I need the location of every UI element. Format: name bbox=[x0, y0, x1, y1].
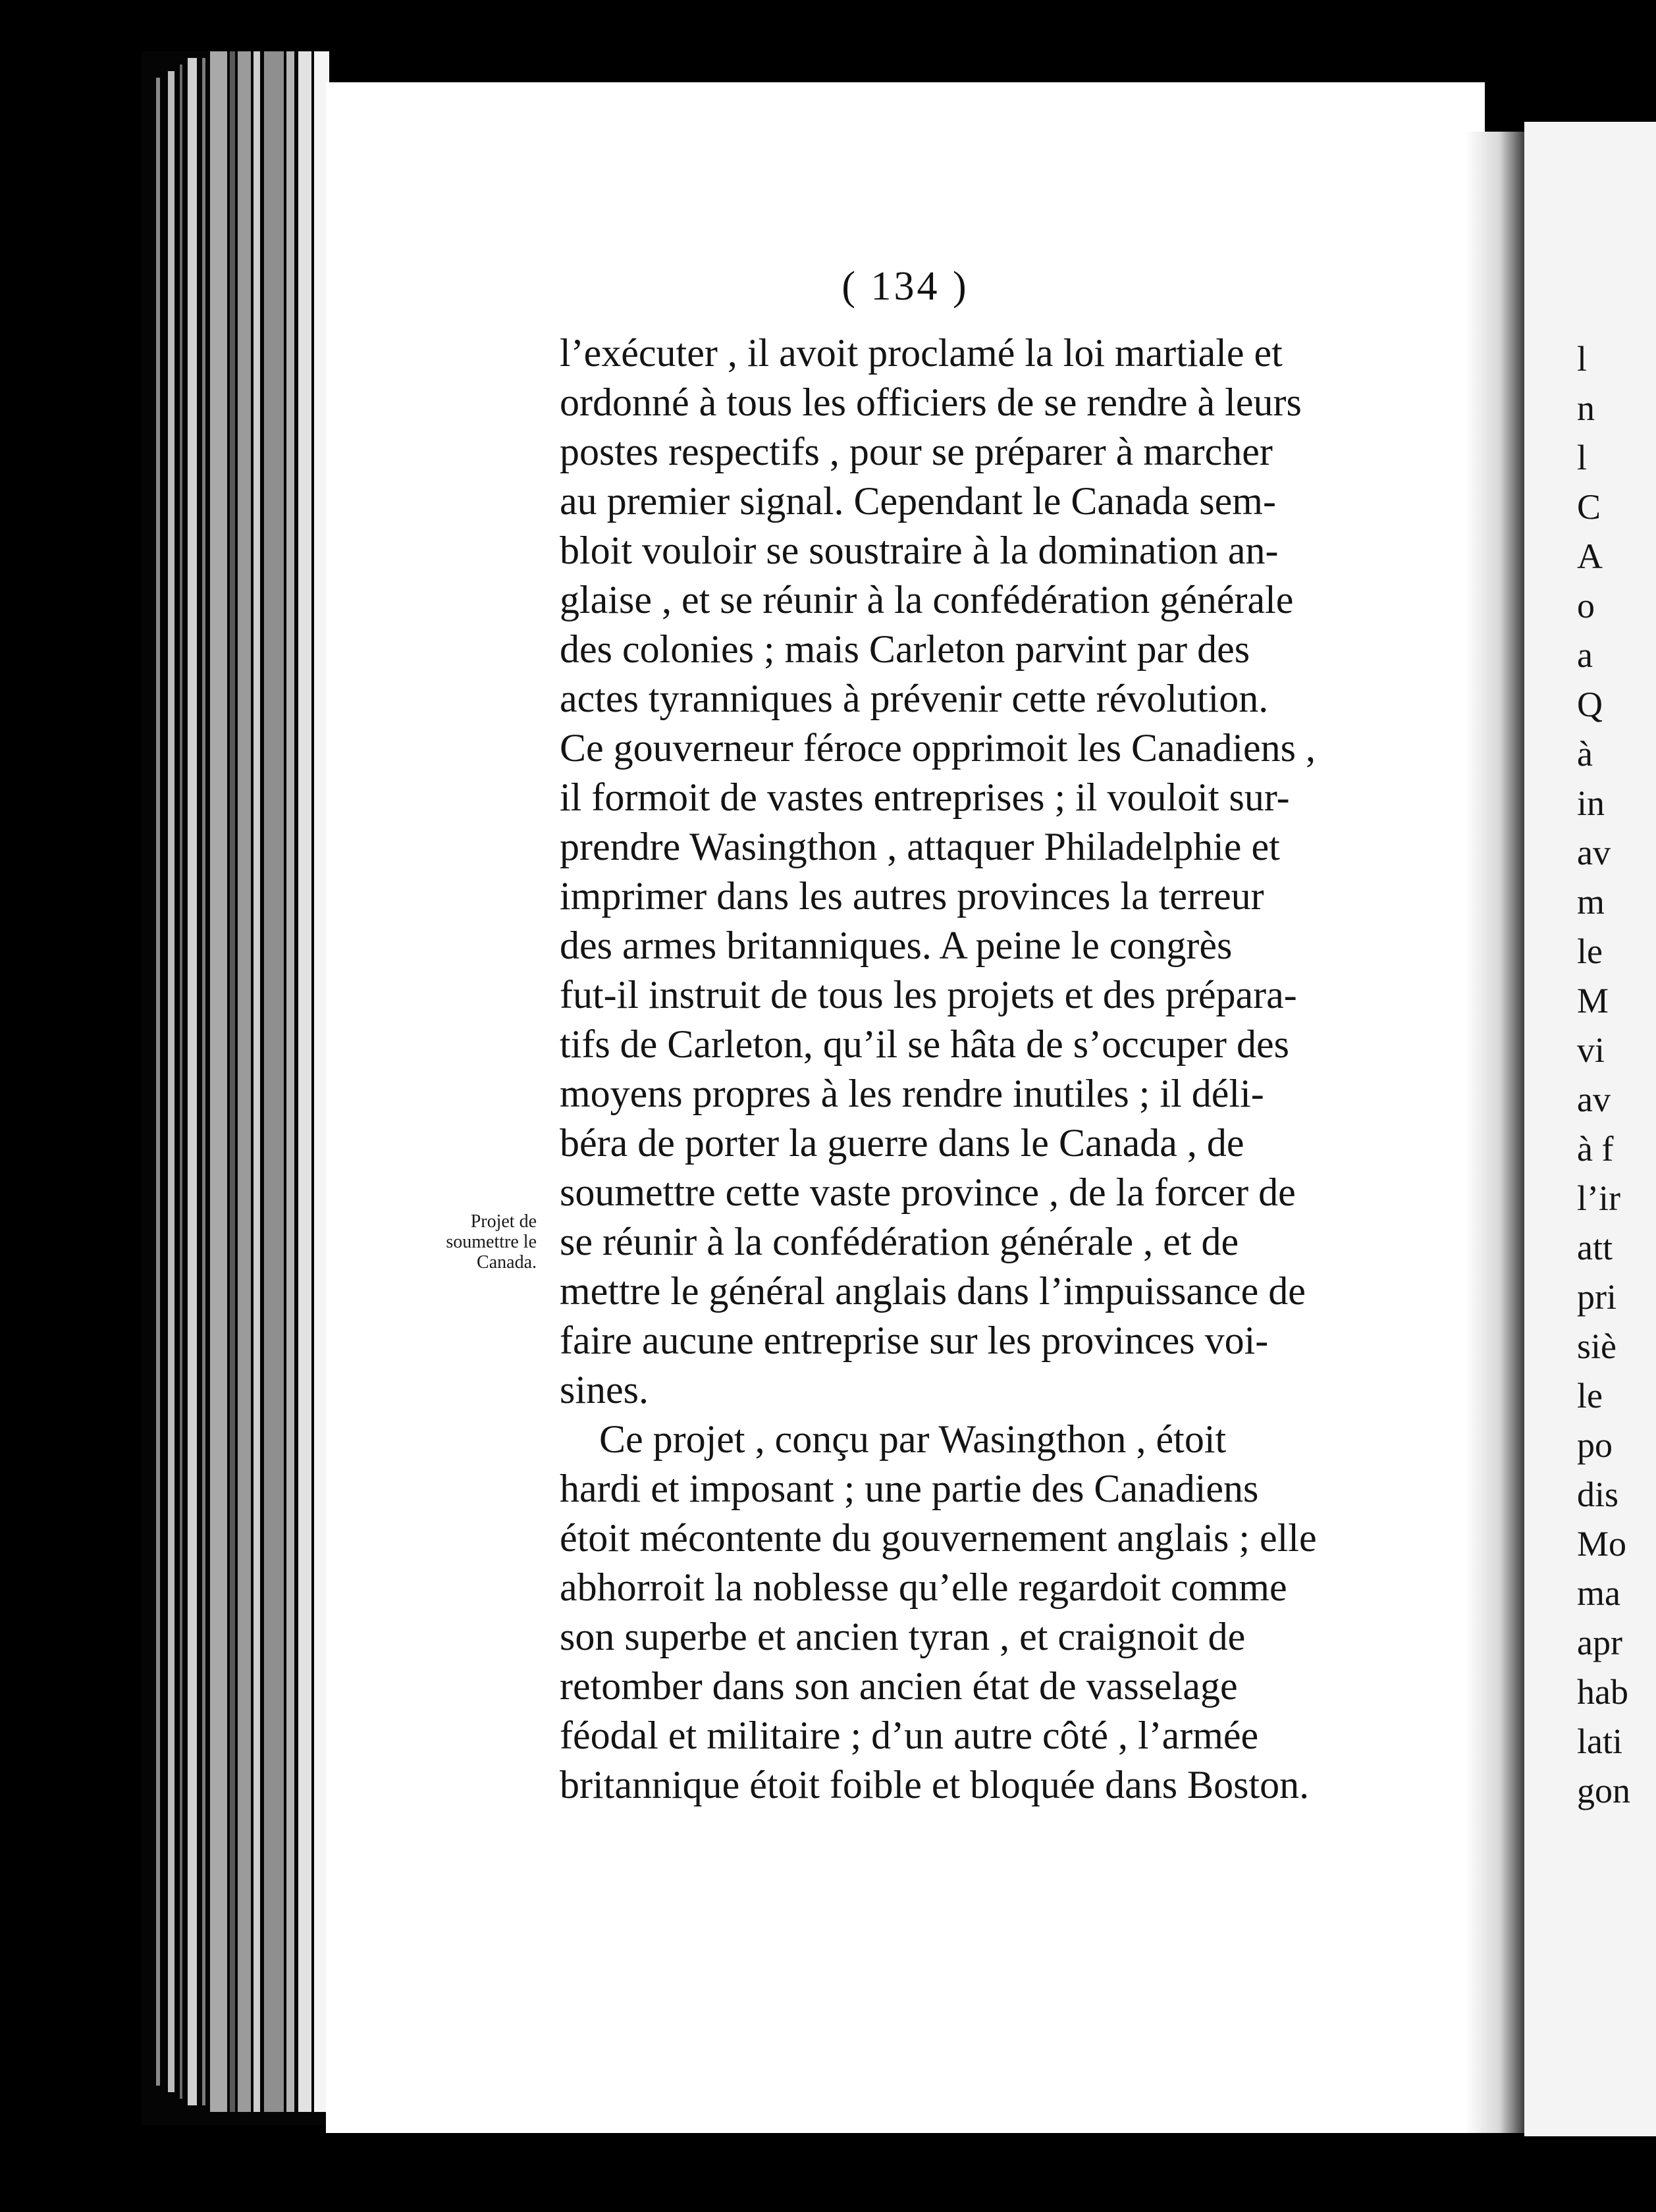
text-line: bloit vouloir se soustraire à la domination an- bbox=[560, 529, 1279, 572]
facing-page-fragment: Mo bbox=[1577, 1524, 1627, 1564]
facing-page-fragment: l’ir bbox=[1577, 1178, 1620, 1218]
text-line: étoit mécontente du gouvernement anglais ; elle bbox=[560, 1516, 1317, 1560]
text-line: glaise , et se réunir à la confédération générale bbox=[560, 578, 1294, 621]
text-line: Ce gouverneur féroce opprimoit les Canadiens , bbox=[560, 726, 1316, 770]
text-line: des armes britanniques. A peine le congrès bbox=[560, 924, 1233, 967]
text-line: sines. bbox=[560, 1368, 649, 1411]
facing-page-fragment: A bbox=[1577, 537, 1603, 576]
facing-page-fragment: vi bbox=[1577, 1030, 1605, 1070]
text-line: des colonies ; mais Carleton parvint par des bbox=[560, 627, 1250, 671]
margin-note-line: Projet de bbox=[470, 1211, 537, 1232]
gutter-shadow bbox=[1465, 132, 1528, 2133]
facing-page-fragment: hab bbox=[1577, 1672, 1628, 1712]
text-line: au premier signal. Cependant le Canada sem- bbox=[560, 479, 1276, 523]
page-number: ( 134 ) bbox=[841, 264, 969, 309]
text-line: actes tyranniques à prévenir cette révolution. bbox=[560, 677, 1269, 720]
facing-page-fragment: o bbox=[1577, 586, 1595, 625]
facing-page-fragment: att bbox=[1577, 1228, 1613, 1267]
text-line: moyens propres à les rendre inutiles ; il déli- bbox=[560, 1072, 1264, 1115]
facing-page-fragment: gon bbox=[1577, 1771, 1630, 1810]
facing-page-fragment: av bbox=[1577, 833, 1611, 872]
facing-page-fragment: po bbox=[1577, 1425, 1613, 1465]
facing-page-fragment: le bbox=[1577, 1376, 1603, 1415]
text-line: abhorroit la noblesse qu’elle regardoit comme bbox=[560, 1566, 1287, 1609]
text-line: imprimer dans les autres provinces la terreur bbox=[560, 874, 1264, 918]
text-line: Ce projet , conçu par Wasingthon , étoit bbox=[599, 1417, 1227, 1461]
text-line: soumettre cette vaste province , de la forcer de bbox=[560, 1171, 1296, 1214]
text-line: fut-il instruit de tous les projets et des prépara- bbox=[560, 973, 1297, 1016]
text-line: se réunir à la confédération générale , et de bbox=[560, 1220, 1239, 1263]
text-line: postes respectifs , pour se préparer à marcher bbox=[560, 430, 1273, 473]
text-line: tifs de Carleton, qu’il se hâta de s’occuper des bbox=[560, 1022, 1289, 1066]
facing-page-fragment: M bbox=[1577, 981, 1609, 1020]
facing-page-fragment: pri bbox=[1577, 1277, 1616, 1317]
facing-page-fragment: siè bbox=[1577, 1327, 1616, 1366]
text-line: prendre Wasingthon , attaquer Philadelphie et bbox=[560, 825, 1280, 868]
page-edges-binding bbox=[142, 51, 329, 2125]
facing-page-fragment: le bbox=[1577, 932, 1603, 971]
margin-note-line: Canada. bbox=[477, 1252, 537, 1273]
facing-page-fragment: l bbox=[1577, 438, 1588, 477]
facing-page-fragment: n bbox=[1577, 388, 1595, 428]
text-line: hardi et imposant ; une partie des Canadiens bbox=[560, 1467, 1259, 1510]
facing-page-fragment: ma bbox=[1577, 1573, 1620, 1613]
facing-page-fragment: à f bbox=[1577, 1129, 1614, 1169]
text-line: l’exécuter , il avoit proclamé la loi martiale et bbox=[560, 331, 1283, 375]
text-line: ordonné à tous les officiers de se rendre à leurs bbox=[560, 381, 1302, 424]
text-line: féodal et militaire ; d’un autre côté , l’armée bbox=[560, 1714, 1259, 1757]
text-line: son superbe et ancien tyran , et craignoit de bbox=[560, 1615, 1246, 1658]
text-line: mettre le général anglais dans l’impuissance de bbox=[560, 1269, 1306, 1313]
margin-note-line: soumettre le bbox=[446, 1232, 537, 1252]
facing-page-fragment: Q bbox=[1577, 685, 1603, 724]
facing-page-fragment: C bbox=[1577, 487, 1601, 527]
facing-page-fragment: in bbox=[1577, 783, 1605, 823]
text-line: retomber dans son ancien état de vasselage bbox=[560, 1664, 1238, 1708]
facing-page-fragment: apr bbox=[1577, 1623, 1622, 1662]
text-line: il formoit de vastes entreprises ; il vouloit sur- bbox=[560, 776, 1290, 819]
facing-page-fragment: l bbox=[1577, 339, 1588, 379]
text-line: faire aucune entreprise sur les provinces voi- bbox=[560, 1319, 1269, 1362]
facing-page-fragment: a bbox=[1577, 635, 1593, 675]
book-page bbox=[326, 82, 1485, 2133]
facing-page-fragment: dis bbox=[1577, 1475, 1619, 1514]
text-line: béra de porter la guerre dans le Canada , de bbox=[560, 1121, 1244, 1165]
facing-page-fragment: à bbox=[1577, 734, 1593, 774]
facing-page-fragment: av bbox=[1577, 1080, 1611, 1119]
facing-page-fragment: m bbox=[1577, 882, 1605, 922]
text-line: britannique étoit foible et bloquée dans Boston. bbox=[560, 1763, 1310, 1806]
facing-page-fragment: lati bbox=[1577, 1722, 1622, 1761]
